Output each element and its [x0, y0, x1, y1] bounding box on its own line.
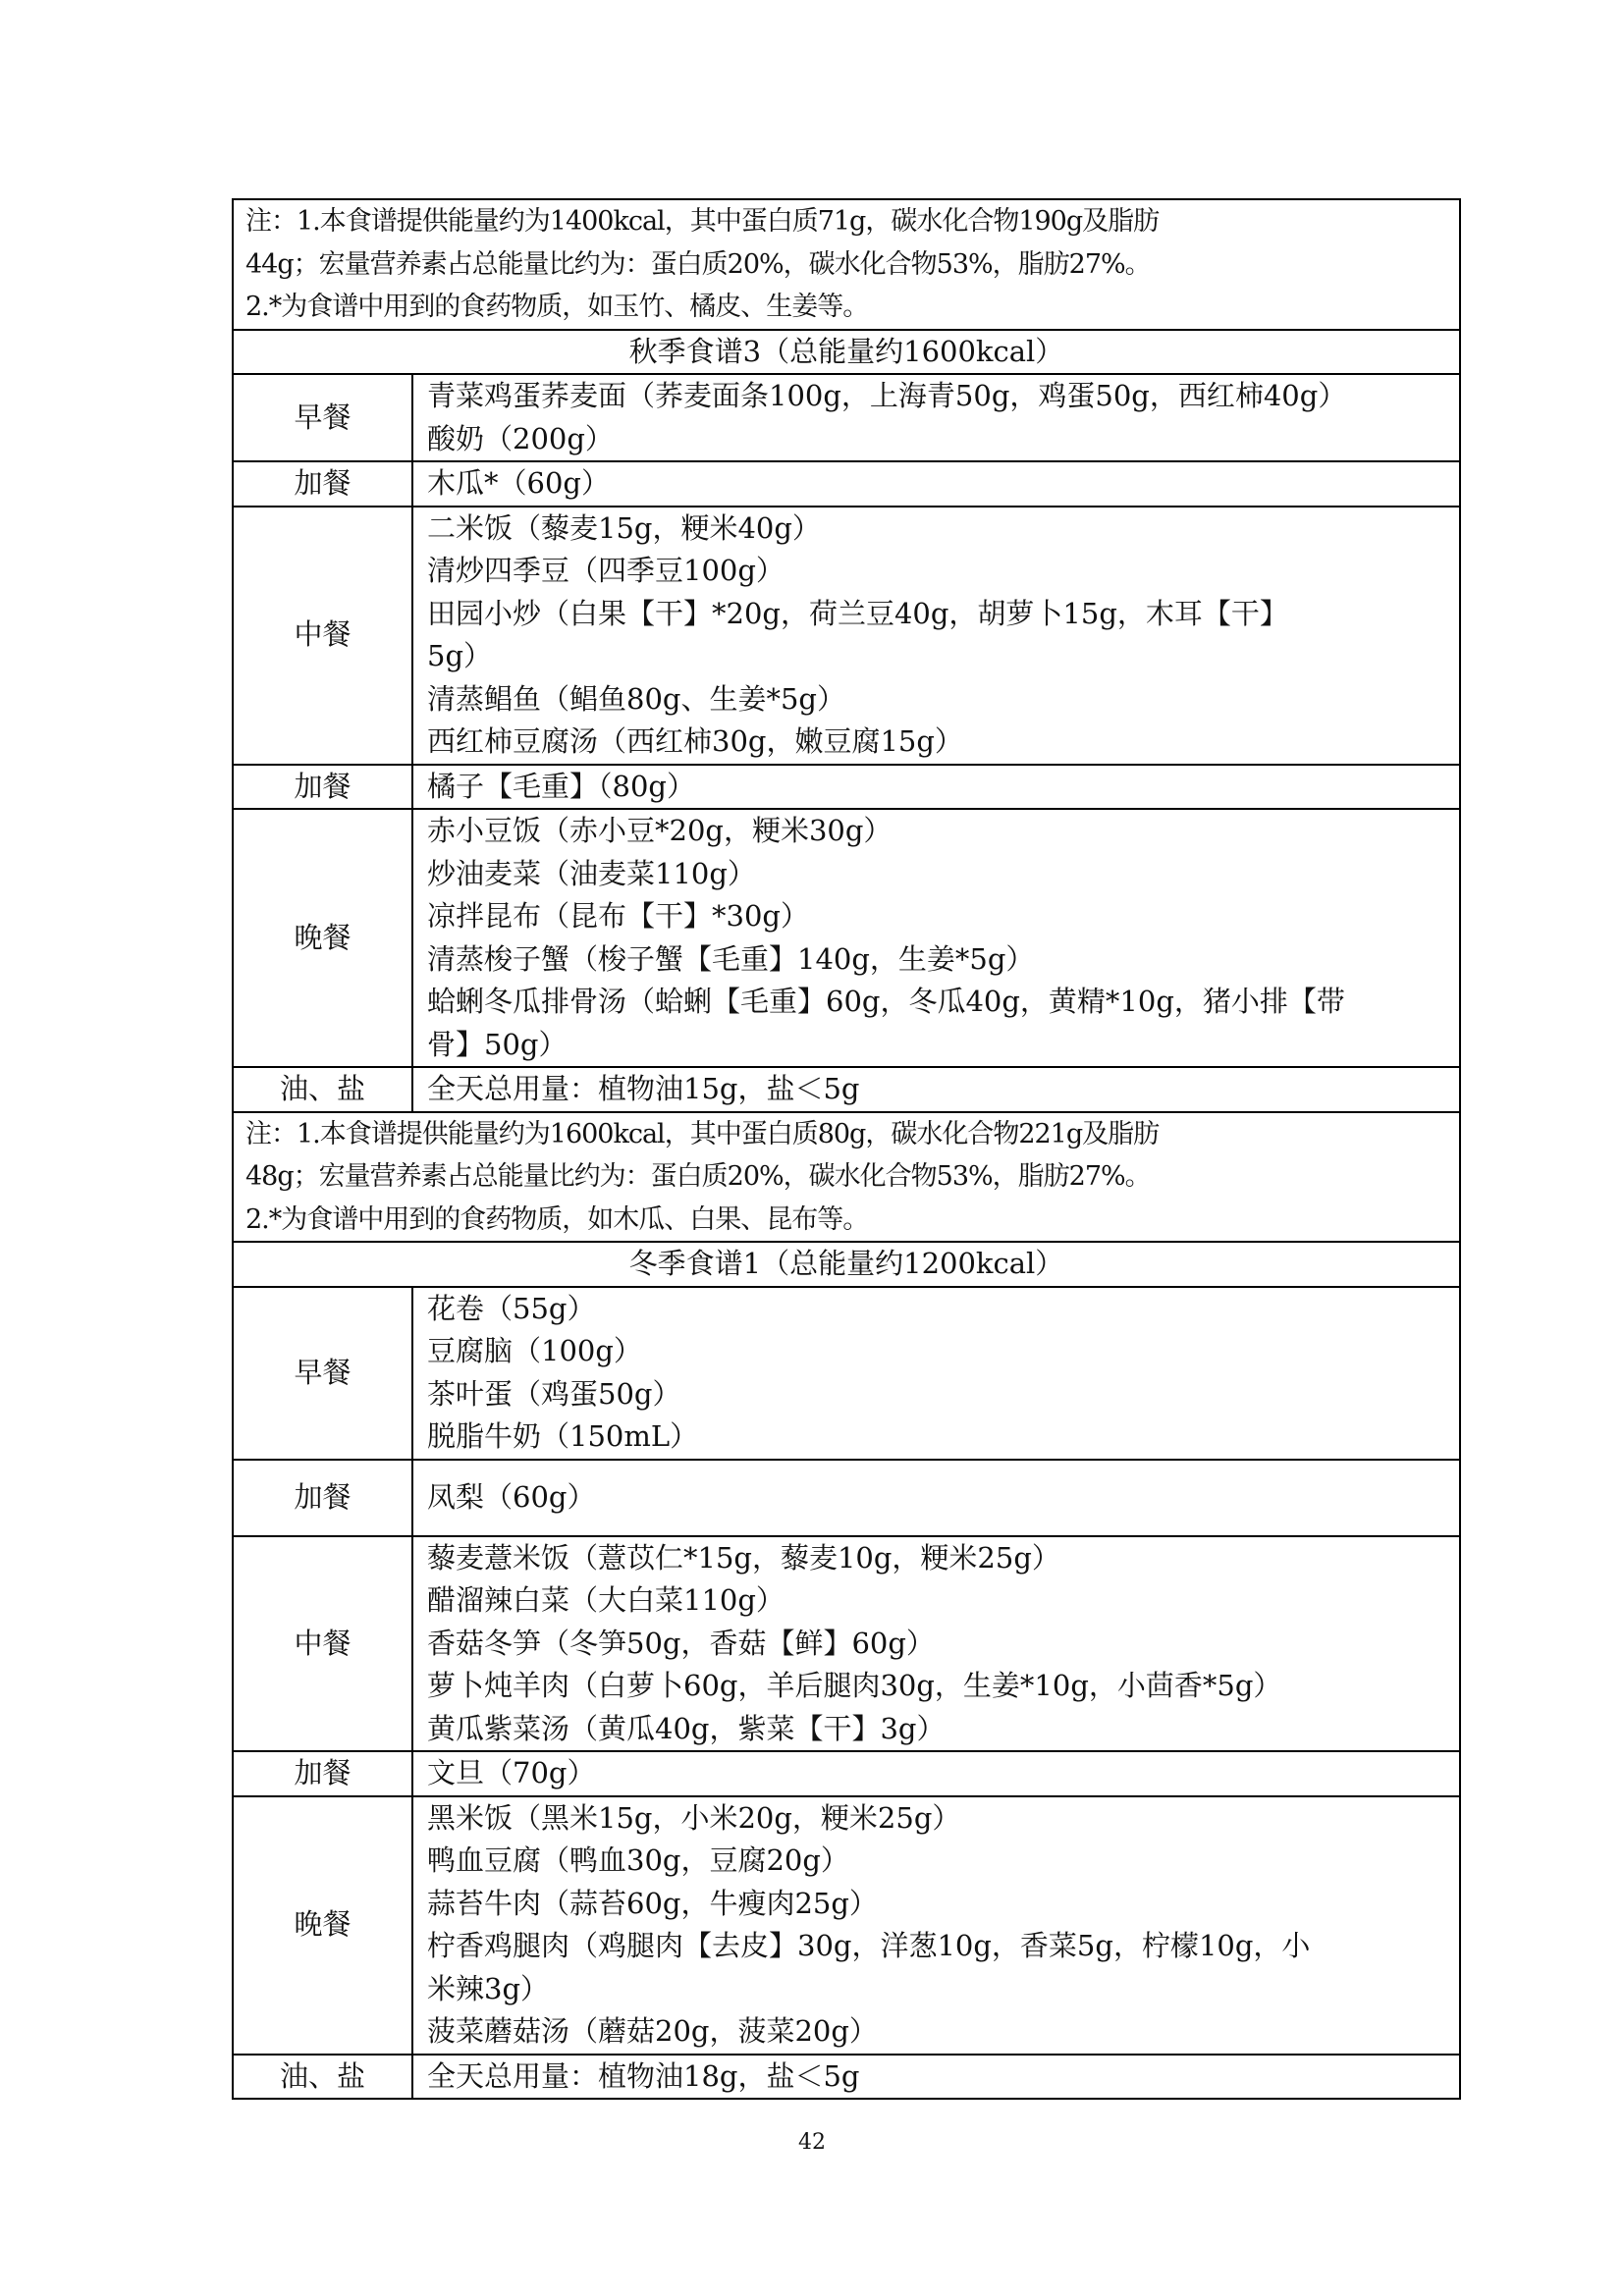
- meal-label: 油、盐: [233, 2055, 412, 2100]
- meal-item-line: 5g）: [427, 639, 493, 672]
- meal-item-line: 黄瓜紫菜汤（黄瓜40g，紫菜【干】3g）: [427, 1711, 946, 1745]
- meal-item-line: 菠菜蘑菇汤（蘑菇20g，菠菜20g）: [427, 2014, 878, 2048]
- meal-label: 早餐: [233, 374, 412, 461]
- meal-label: 中餐: [233, 507, 412, 765]
- note-line: 48g；宏量营养素占总能量比约为：蛋白质20%，碳水化合物53%，脂肪27%。: [245, 1161, 1151, 1192]
- meal-items: [412, 1536, 1460, 1752]
- note-line: 2.*为食谱中用到的食药物质，如玉竹、橘皮、生姜等。: [245, 292, 869, 322]
- meal-item-line: 田园小炒（白果【干】*20g，荷兰豆40g，胡萝卜15g，木耳【干】: [427, 596, 1288, 630]
- meal-item-line: 凤梨（60g）: [427, 1479, 596, 1514]
- note-row: [233, 199, 1460, 330]
- meal-item-line: 西红柿豆腐汤（西红柿30g，嫩豆腐15g）: [427, 724, 963, 758]
- meal-items: [412, 507, 1460, 765]
- meal-plan-body: [233, 199, 1460, 2099]
- note-row: [233, 1112, 1460, 1243]
- meal-item-line: 凉拌昆布（昆布【干】*30g）: [427, 899, 809, 933]
- meal-item-line: 橘子【毛重】（80g）: [427, 769, 695, 803]
- menu-title-row: [233, 330, 1460, 375]
- meal-plan-table: [232, 198, 1461, 2100]
- meal-label: 早餐: [233, 1287, 412, 1460]
- meal-item-line: 蛤蜊冬瓜排骨汤（蛤蜊【毛重】60g，冬瓜40g，黄精*10g，猪小排【带: [427, 985, 1345, 1018]
- meal-label: 晚餐: [233, 1796, 412, 2055]
- note-cell: [233, 1112, 1460, 1243]
- meal-item-line: 藜麦薏米饭（薏苡仁*15g，藜麦10g，粳米25g）: [427, 1540, 1060, 1575]
- meal-item-line: 黑米饭（黑米15g，小米20g，粳米25g）: [427, 1800, 961, 1835]
- meal-items: [412, 1460, 1460, 1536]
- meal-item-line: 二米饭（藜麦15g，粳米40g）: [427, 510, 821, 545]
- meal-row: [233, 1460, 1460, 1536]
- meal-item-line: 清蒸梭子蟹（梭子蟹【毛重】140g，生姜*5g）: [427, 941, 1035, 976]
- meal-item-line: 木瓜*（60g）: [427, 466, 610, 500]
- meal-row: [233, 461, 1460, 507]
- meal-items: [412, 1067, 1460, 1112]
- meal-item-line: 青菜鸡蛋荞麦面（荞麦面条100g，上海青50g，鸡蛋50g，西红柿40g）: [427, 379, 1347, 412]
- meal-item-line: 柠香鸡腿肉（鸡腿肉【去皮】30g，洋葱10g，香菜5g，柠檬10g，小: [427, 1929, 1311, 1962]
- meal-items: [412, 1796, 1460, 2055]
- meal-row: [233, 809, 1460, 1067]
- meal-row: [233, 765, 1460, 810]
- meal-items: [412, 1751, 1460, 1796]
- meal-row: [233, 507, 1460, 765]
- meal-row: [233, 374, 1460, 461]
- meal-item-line: 鸭血豆腐（鸭血30g，豆腐20g）: [427, 1843, 849, 1877]
- meal-label: 油、盐: [233, 1067, 412, 1112]
- meal-items: [412, 765, 1460, 810]
- meal-item-line: 米辣3g）: [427, 1971, 550, 2005]
- meal-item-line: 清炒四季豆（四季豆100g）: [427, 554, 785, 587]
- meal-item-line: 脱脂牛奶（150mL）: [427, 1419, 699, 1453]
- meal-items: [412, 2055, 1460, 2100]
- note-line: 44g；宏量营养素占总能量比约为：蛋白质20%，碳水化合物53%，脂肪27%。: [245, 248, 1151, 280]
- page-number: 42: [798, 2130, 826, 2155]
- meal-item-line: 炒油麦菜（油麦菜110g）: [427, 856, 756, 890]
- meal-label: 加餐: [233, 1460, 412, 1536]
- meal-item-line: 醋溜辣白菜（大白菜110g）: [427, 1583, 785, 1617]
- meal-item-line: 茶叶蛋（鸡蛋50g）: [427, 1376, 681, 1411]
- meal-item-line: 香菇冬笋（冬笋50g，香菇【鲜】60g）: [427, 1626, 935, 1660]
- meal-item-line: 全天总用量：植物油18g，盐＜5g: [427, 2058, 860, 2093]
- meal-item-line: 豆腐脑（100g）: [427, 1334, 642, 1367]
- meal-row: [233, 1751, 1460, 1796]
- meal-items: [412, 374, 1460, 461]
- meal-row: [233, 2055, 1460, 2100]
- note-cell: [233, 199, 1460, 330]
- meal-row: [233, 1067, 1460, 1112]
- meal-item-line: 花卷（55g）: [427, 1291, 596, 1325]
- meal-item-line: 酸奶（200g）: [427, 421, 614, 455]
- meal-item-line: 全天总用量：植物油15g，盐＜5g: [427, 1072, 860, 1105]
- meal-items: [412, 809, 1460, 1067]
- meal-row: [233, 1536, 1460, 1752]
- meal-item-line: 文旦（70g）: [427, 1756, 596, 1789]
- meal-label: 加餐: [233, 461, 412, 507]
- meal-item-line: 萝卜炖羊肉（白萝卜60g，羊后腿肉30g，生姜*10g，小茴香*5g）: [427, 1669, 1282, 1702]
- meal-item-line: 清蒸鲳鱼（鲳鱼80g、生姜*5g）: [427, 681, 845, 716]
- meal-row: [233, 1287, 1460, 1460]
- meal-items: [412, 461, 1460, 507]
- meal-label: 加餐: [233, 1751, 412, 1796]
- menu-title: 秋季食谱3（总能量约1600kcal）: [233, 330, 1460, 375]
- meal-row: [233, 1796, 1460, 2055]
- menu-title-row: [233, 1242, 1460, 1287]
- meal-item-line: 蒜苔牛肉（蒜苔60g，牛瘦肉25g）: [427, 1886, 878, 1920]
- note-line: 2.*为食谱中用到的食药物质，如木瓜、白果、昆布等。: [245, 1203, 869, 1235]
- meal-item-line: 赤小豆饭（赤小豆*20g，粳米30g）: [427, 814, 893, 847]
- meal-item-line: 骨】50g）: [427, 1027, 568, 1061]
- meal-items: [412, 1287, 1460, 1460]
- meal-label: 中餐: [233, 1536, 412, 1752]
- note-line: 注：1.本食谱提供能量约为1400kcal，其中蛋白质71g，碳水化合物190g及脂肪: [245, 206, 1160, 237]
- meal-label: 晚餐: [233, 809, 412, 1067]
- note-line: 注：1.本食谱提供能量约为1600kcal，其中蛋白质80g，碳水化合物221g及脂肪: [245, 1118, 1160, 1149]
- meal-label: 加餐: [233, 765, 412, 810]
- menu-title: 冬季食谱1（总能量约1200kcal）: [233, 1242, 1460, 1287]
